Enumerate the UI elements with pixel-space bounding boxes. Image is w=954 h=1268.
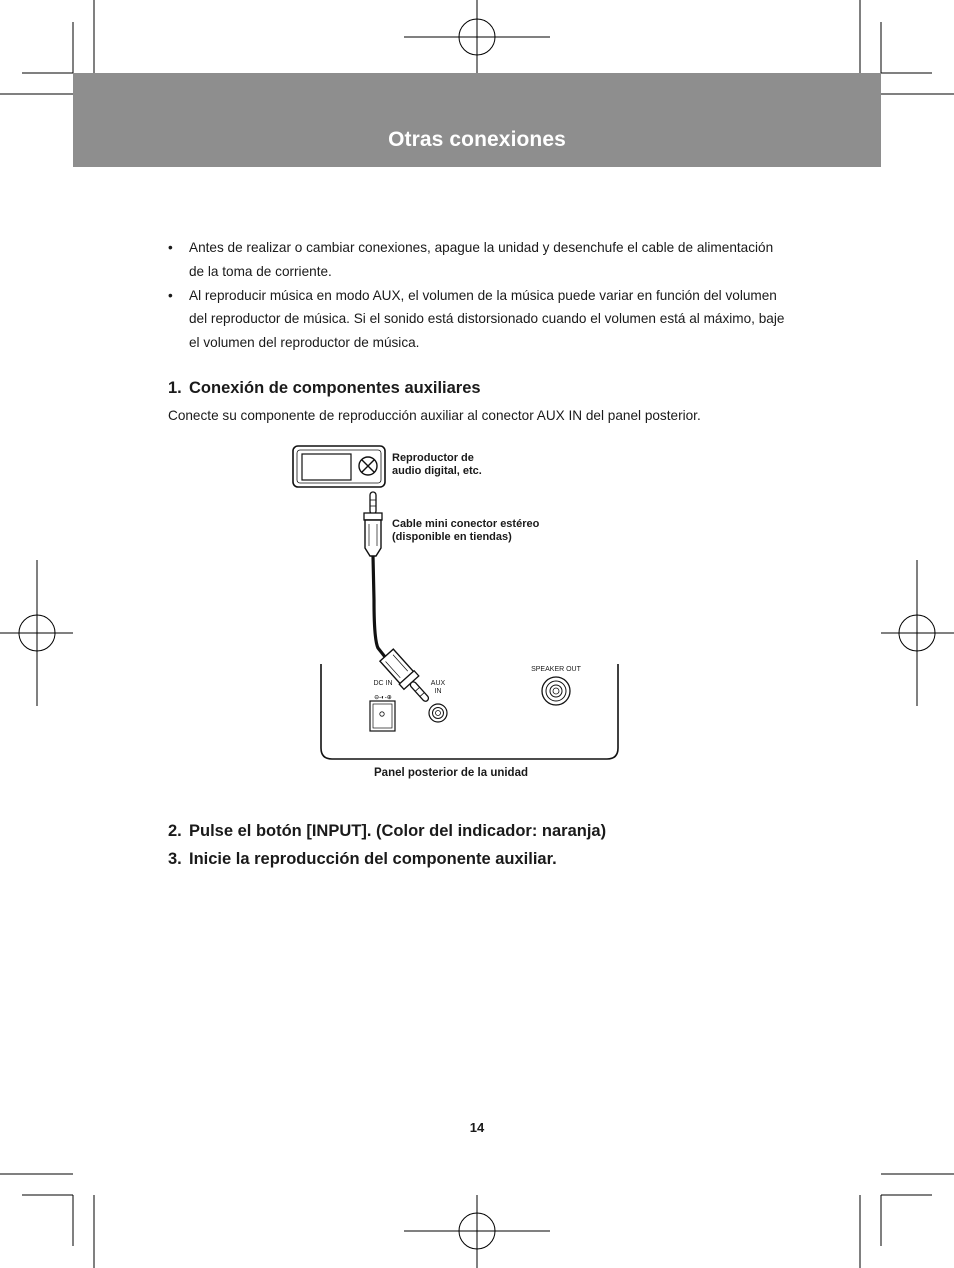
aux-in-label xyxy=(424,680,452,696)
aux-in-jack xyxy=(429,704,447,722)
note-text: Antes de realizar o cambiar conexiones, apague la unidad y desenchufe el cable de alimentación de la toma de corriente. xyxy=(189,240,774,279)
panel-caption: Panel posterior de la unidad xyxy=(374,767,529,779)
cable-label-line-1: Cable mini conector estéreo xyxy=(392,518,540,530)
rear-panel-outline xyxy=(321,664,618,759)
cable-label xyxy=(392,518,539,544)
page-number: 14 xyxy=(469,1120,485,1135)
step-1-text: Conecte su componente de reproducción auxiliar al conector AUX IN del panel posterior. xyxy=(168,408,701,423)
aux-in-label-line-1: AUX xyxy=(430,680,446,687)
speaker-out-label: SPEAKER OUT xyxy=(531,666,581,673)
step-number: 3. xyxy=(168,850,182,868)
bullet-icon: • xyxy=(168,287,173,303)
dc-in-jack xyxy=(370,695,395,731)
player-label xyxy=(392,452,482,478)
page-title: Otras conexiones xyxy=(388,128,566,151)
speaker-out-jack xyxy=(542,677,570,705)
top-plug-illustration xyxy=(364,492,382,556)
aux-in-label-line-2: IN xyxy=(434,688,442,695)
player-label-line-1: Reproductor de xyxy=(392,452,474,464)
step-title-text: Conexión de componentes auxiliares xyxy=(189,379,481,397)
dc-in-label: DC IN xyxy=(373,680,393,687)
step-2-heading xyxy=(168,822,606,841)
cable-label-line-2: (disponible en tiendas) xyxy=(392,531,512,543)
step-number: 1. xyxy=(168,379,182,397)
step-number: 2. xyxy=(168,822,182,840)
player-label-line-2: audio digital, etc. xyxy=(392,465,482,477)
step-3-heading xyxy=(168,850,557,869)
svg-text:⊖-◐-⊕: ⊖-◐-⊕ xyxy=(374,695,392,701)
step-title-text: Inicie la reproducción del componente auxiliar. xyxy=(189,850,557,868)
step-title-text: Pulse el botón [INPUT]. (Color del indicador: naranja) xyxy=(189,822,607,840)
bullet-icon: • xyxy=(168,240,173,255)
note-text: Al reproducir música en modo AUX, el volumen de la música puede variar en función del volumen del reproductor de música. Si el sonido está distorsionado cuando el volumen está al máximo, baje el volumen del reproductor de música. xyxy=(189,287,785,351)
audio-player-illustration xyxy=(293,446,385,487)
